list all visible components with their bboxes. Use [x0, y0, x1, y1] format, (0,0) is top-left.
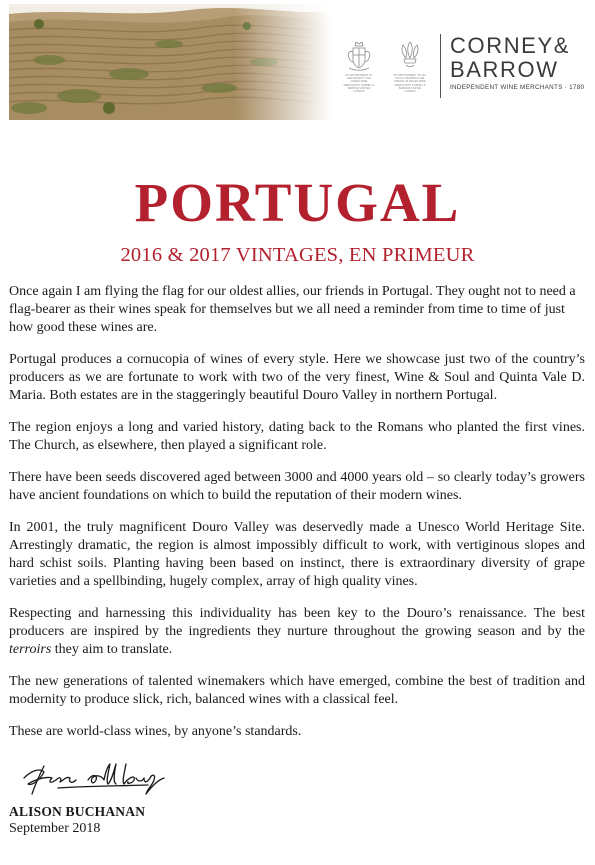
letter-date: September 2018 — [9, 821, 101, 836]
letter-body — [9, 283, 585, 755]
emphasis-terroirs: terroirs — [9, 642, 52, 657]
paragraph: Portugal produces a cornucopia of wines of every style. Here we showcase just two of the country’s producers as we are fortunate to work with two of the very finest, Wine & Soul and Quinta Vale D. Maria. Both estates are in the staggeringly beautiful Douro Valley in northern Portugal. — [9, 352, 585, 403]
brand-name-line1: CORNEY& — [450, 33, 570, 58]
handwritten-signature — [18, 756, 208, 798]
royal-warrant-crest — [343, 36, 375, 98]
paragraph: Once again I am flying the flag for our oldest allies, our friends in Portugal. They ought not to need a flag-bearer as their wines speak for themselves but we all need a reminder from time to time of just how good these wines are. — [9, 284, 576, 335]
corney-barrow-logo — [450, 34, 590, 91]
prince-of-wales-feathers-icon — [394, 36, 426, 72]
page-subtitle: 2016 & 2017 VINTAGES, EN PRIMEUR — [120, 244, 475, 266]
paragraph: In 2001, the truly magnificent Douro Valley was deservedly made a Unesco World Heritage Site. Arrestingly dramatic, the region is almost impossibly difficult to work, with vertiginous slopes and hard schist soils. Planting having been based on instinct, there is extraordinary diversity of grape varieties and a spellbinding, hugely complex, array of high quality vines. — [9, 520, 585, 589]
brand-tagline: INDEPENDENT WINE MERCHANTS · 1780 — [450, 84, 585, 91]
brand-divider — [440, 34, 441, 98]
paragraph-text: Respecting and harnessing this individuality has been key to the Douro’s renaissance. The best producers are inspired by the ingredients they nurture throughout the growing season and by the — [9, 606, 585, 639]
signatory-name: ALISON BUCHANAN — [9, 804, 146, 819]
royal-warrant-crest-icon — [343, 36, 375, 72]
paragraph: The region enjoys a long and varied history, dating back to the Romans who planted the first vines. The Church, as elsewhere, then played a significant role. — [9, 420, 585, 453]
crest-warrant-text: BY APPOINTMENT TO HER MAJESTY THE QUEEN WINE MERCHANTS CORNEY & BARROW LIMITED LONDON — [343, 74, 375, 94]
crest-warrant-text: BY APPOINTMENT TO HIS ROYAL HIGHNESS THE PRINCE OF WALES WINE MERCHANTS CORNEY & BARROW LIMITED LONDON — [394, 74, 426, 94]
vineyard-photo — [9, 4, 331, 120]
paragraph: The new generations of talented winemakers which have emerged, combine the best of tradition and modernity to produce slick, rich, balanced wines with a classical feel. — [9, 674, 585, 707]
letterhead — [0, 0, 595, 122]
page-title: PORTUGAL — [134, 172, 461, 233]
paragraph-text: they aim to translate. — [51, 642, 173, 657]
paragraph: There have been seeds discovered aged between 3000 and 4000 years old – so clearly today’s growers have ancient foundations on which to build the reputation of their modern wines. — [9, 470, 585, 503]
prince-of-wales-crest — [394, 36, 426, 98]
paragraph — [9, 605, 585, 659]
brand-name-line2: BARROW — [450, 57, 559, 82]
paragraph: These are world-class wines, by anyone’s standards. — [9, 724, 302, 739]
